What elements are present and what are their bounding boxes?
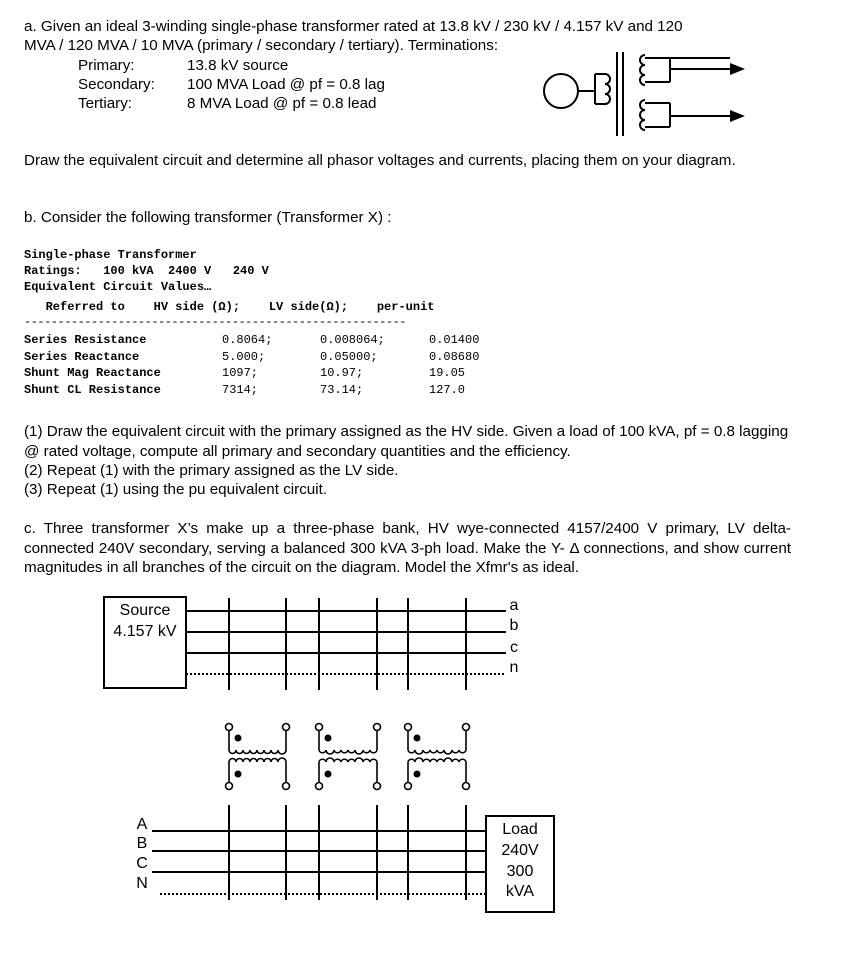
question-2: (2) Repeat (1) with the primary assigned as the LV side. xyxy=(24,462,399,479)
termination-secondary-value: 100 MVA Load @ pf = 0.8 lag xyxy=(187,76,385,93)
three-winding-transformer-symbol xyxy=(544,52,730,136)
table-ratings: Ratings: 100 kVA 2400 V 240 V xyxy=(24,264,269,278)
bus-label-A: A xyxy=(136,816,148,833)
termination-primary-value: 13.8 kV source xyxy=(187,57,289,74)
transformer-1 xyxy=(226,724,290,790)
bus-label-N: N xyxy=(136,875,148,892)
table-cell-hv: 0.8064; xyxy=(222,333,273,347)
table-cell-lv: 0.05000; xyxy=(320,350,378,364)
primary-coil xyxy=(595,74,610,104)
tertiary-arrow-icon xyxy=(730,110,745,122)
bus-label-a: a xyxy=(509,597,519,614)
source-box xyxy=(104,597,186,688)
table-title: Single-phase Transformer xyxy=(24,248,197,262)
secondary-arrow-icon xyxy=(730,63,745,75)
table-cell-hv: 7314; xyxy=(222,383,259,397)
table-row-name: Shunt CL Resistance xyxy=(24,383,161,397)
polarity-dot xyxy=(325,771,332,778)
polarity-dot xyxy=(414,735,421,742)
load-box xyxy=(486,816,554,912)
table-equiv-heading: Equivalent Circuit Values… xyxy=(24,280,212,294)
transformer-2 xyxy=(316,724,381,790)
load-line-2: 240V xyxy=(501,842,539,859)
part-a-instruction: Draw the equivalent circuit and determine all phasor voltages and currents, placing them on your diagram. xyxy=(24,152,736,169)
load-line-1: Load xyxy=(502,821,538,838)
question-1: (1) Draw the equivalent circuit with the primary assigned as the HV side. Given a load of 100 kVA, pf = 0.8 lagging @ rated voltage, compute all primary and secondary quantities and the efficiency. xyxy=(24,423,789,460)
table-row-name: Series Reactance xyxy=(24,350,140,364)
table-cell-lv: 73.14; xyxy=(320,383,364,397)
bus-label-B: B xyxy=(136,835,148,852)
part-a-line2: MVA / 120 MVA / 10 MVA (primary / secondary / tertiary). Terminations: xyxy=(24,37,499,54)
bus-label-n: n xyxy=(509,659,519,676)
table-row-name: Series Resistance xyxy=(24,333,147,347)
table-cell-pu: 0.08680 xyxy=(429,350,480,364)
load-line-4: kVA xyxy=(505,883,535,900)
source-label-1: Source xyxy=(119,602,171,619)
upper-bus xyxy=(186,611,506,653)
load-line-3: 300 xyxy=(506,863,534,880)
table-header: Referred to HV side (Ω); LV side(Ω); per-unit xyxy=(24,300,435,314)
termination-tertiary-value: 8 MVA Load @ pf = 0.8 lead xyxy=(187,95,377,112)
termination-tertiary-label: Tertiary: xyxy=(78,95,133,112)
part-c-text: c. Three transformer X’s make up a three-phase bank, HV wye-connected 4157/2400 V primary, LV delta-connected 240V secondary, serving a balanced 300 kVA 3-ph load. Make the Y- Δ connections, and show current magnitudes in all branches of the circuit on the diagram. Model the Xfmr's as ideal. xyxy=(24,520,791,576)
table-rule: --------------------------------------------------------- xyxy=(24,315,406,329)
part-a-line1: a. Given an ideal 3-winding single-phase transformer rated at 13.8 kV / 230 kV / 4.157 kV and 120 xyxy=(24,18,683,35)
bus-label-c: c xyxy=(510,639,518,656)
table-cell-hv: 1097; xyxy=(222,366,259,380)
polarity-dot xyxy=(325,735,332,742)
termination-secondary-label: Secondary: xyxy=(78,76,155,93)
table-row-name: Shunt Mag Reactance xyxy=(24,366,161,380)
table-cell-pu: 127.0 xyxy=(429,383,466,397)
bus-label-C: C xyxy=(136,855,148,872)
source-circle xyxy=(544,74,578,108)
table-cell-pu: 0.01400 xyxy=(429,333,480,347)
table-cell-lv: 10.97; xyxy=(320,366,364,380)
bus-label-b: b xyxy=(509,617,519,634)
transformer-3 xyxy=(405,724,470,790)
source-label-2: 4.157 kV xyxy=(113,623,177,640)
polarity-dot xyxy=(235,771,242,778)
table-cell-pu: 19.05 xyxy=(429,366,466,380)
question-3: (3) Repeat (1) using the pu equivalent circuit. xyxy=(24,481,328,498)
table-cell-hv: 5.000; xyxy=(222,350,266,364)
polarity-dot xyxy=(235,735,242,742)
polarity-dot xyxy=(414,771,421,778)
part-b-intro: b. Consider the following transformer (Transformer X) : xyxy=(24,209,392,226)
termination-primary-label: Primary: xyxy=(78,57,135,74)
lower-verticals xyxy=(229,805,466,900)
secondary-coil xyxy=(640,55,645,85)
table-cell-lv: 0.008064; xyxy=(320,333,385,347)
tertiary-coil xyxy=(640,100,645,130)
